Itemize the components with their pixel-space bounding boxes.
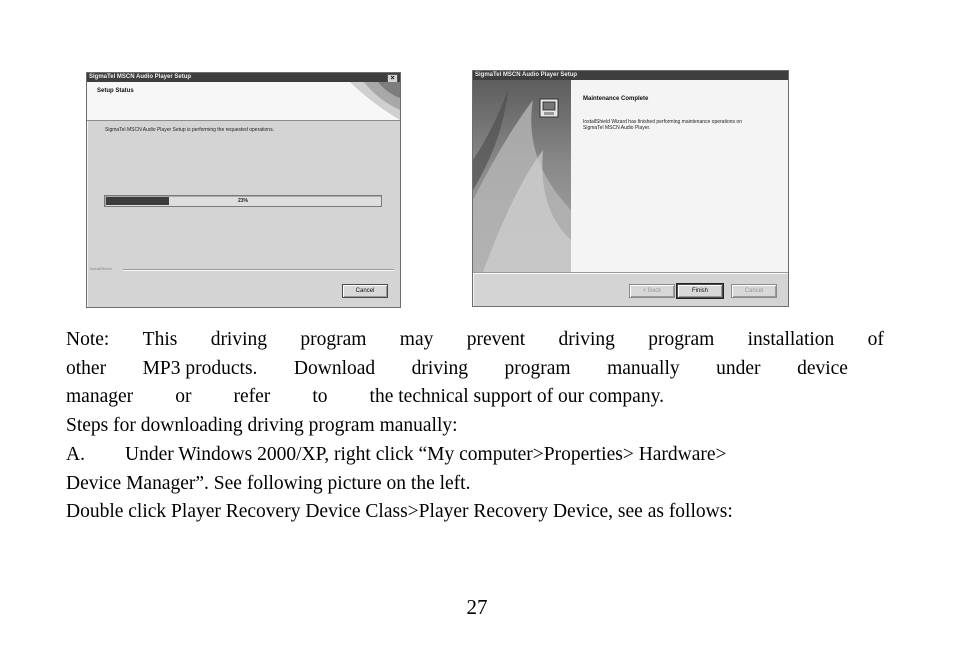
left-dialog-title-bar <box>87 73 400 82</box>
left-cancel-button: Cancel <box>342 284 388 298</box>
note-word: program <box>648 329 715 350</box>
note-word: program <box>504 358 571 379</box>
note-line-1 <box>66 329 884 351</box>
setup-progress-bar <box>104 195 382 207</box>
note-word: may <box>399 329 434 350</box>
right-dialog-title: SigmaTel MSCN Audio Player Setup <box>475 72 578 78</box>
left-dialog-divider <box>123 269 394 271</box>
step-a-label: A. <box>66 444 85 465</box>
setup-status-dialog-screenshot <box>86 72 401 308</box>
right-cancel-button: Cancel <box>731 284 777 298</box>
right-dialog-title-bar <box>473 71 788 80</box>
step-a-text-1: Under Windows 2000/XP, right click “My computer>Properties> Hardware> <box>125 444 727 465</box>
left-dialog-title: SigmaTel MSCN Audio Player Setup <box>89 74 192 80</box>
step-a-line-1 <box>66 444 727 466</box>
double-click-instruction: Double click Player Recovery Device Class>Player Recovery Device, see as follows: <box>66 501 733 522</box>
note-word: driving <box>411 358 469 379</box>
maintenance-complete-heading: Maintenance Complete <box>583 96 649 102</box>
left-dialog-header <box>87 82 400 121</box>
right-dialog-divider <box>473 272 788 274</box>
note-word: the technical support of our company. <box>369 386 664 407</box>
maintenance-complete-dialog-screenshot <box>472 70 789 307</box>
note-word: driving <box>558 329 615 350</box>
note-word: program <box>300 329 367 350</box>
maintenance-complete-message: InstallShield Wizard has finished performing maintenance operations on SigmaTel MSCN Audio Player. <box>583 119 742 131</box>
page-curl-icon <box>330 82 400 120</box>
note-word: MP3 products. <box>142 358 258 379</box>
note-word: manually <box>607 358 680 379</box>
setup-status-heading: Setup Status <box>97 88 134 94</box>
note-word: Download <box>293 358 376 379</box>
note-word: installation <box>747 329 835 350</box>
close-icon: × <box>387 74 398 83</box>
wizard-content-panel <box>571 80 788 272</box>
note-word: other <box>66 358 107 379</box>
finish-button: Finish <box>677 284 723 298</box>
wizard-side-artwork <box>473 80 571 272</box>
note-word: to <box>312 386 328 407</box>
page-number: 27 <box>466 595 488 619</box>
note-word: Note: <box>66 329 110 350</box>
note-word: prevent <box>466 329 526 350</box>
note-line-3 <box>66 386 664 408</box>
note-word: refer <box>233 386 271 407</box>
note-word: driving <box>210 329 268 350</box>
note-word: under <box>716 358 761 379</box>
note-line-2 <box>66 358 848 380</box>
note-word: device <box>797 358 848 379</box>
note-word: or <box>175 386 192 407</box>
setup-status-message: SigmaTel MSCN Audio Player Setup is performing the requested operations. <box>105 127 274 133</box>
note-word: of <box>867 329 884 350</box>
note-word: manager <box>66 386 134 407</box>
note-word: This <box>142 329 178 350</box>
installshield-brand: InstallShield <box>90 266 112 271</box>
back-button: < Back <box>629 284 675 298</box>
step-a-line-2: Device Manager”. See following picture on the left. <box>66 473 471 494</box>
setup-computer-icon <box>539 98 559 118</box>
setup-progress-label: 23% <box>237 198 248 204</box>
steps-heading: Steps for downloading driving program manually: <box>66 415 458 436</box>
